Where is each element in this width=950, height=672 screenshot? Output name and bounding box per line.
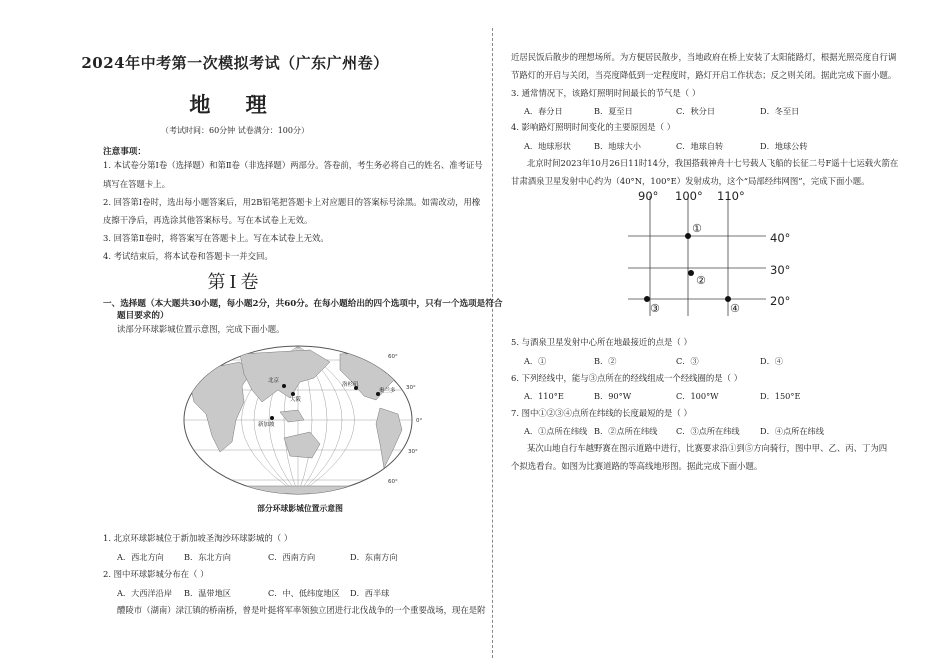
point-1-dot (685, 233, 691, 239)
notice-line: 1. 本试卷分第Ⅰ卷（选择题）和第Ⅱ卷（非选择题）两部分。答卷前，考生务必将自己的姓名、准考证号 (103, 160, 483, 170)
q7-option-d[interactable]: D．④点所在纬线 (760, 426, 824, 436)
q4-option-d[interactable]: D．地球公转 (760, 141, 808, 151)
lon-label: 90° (638, 189, 659, 203)
volume-title: 第Ⅰ卷 (207, 272, 263, 293)
question-intro: 读部分环球影城位置示意图，完成下面小题。 (117, 324, 285, 334)
q4-option-b[interactable]: B．地球大小 (594, 141, 641, 151)
q1-option-c[interactable]: C．西南方向 (268, 552, 316, 562)
q6-option-a[interactable]: A．110°E (524, 391, 564, 401)
question-intro: 醴陵市（湖南）渌江镇的桥南桥，曾是叶挺将军率领独立团进行北伐战争的一个重要战场，现在是附 (117, 605, 486, 615)
city-label-osaka: 大阪 (290, 397, 302, 403)
notice-line: 2. 回答第Ⅰ卷时，选出每小题答案后，用2B铅笔把答题卡上对应题目的答案标号涂黑。如需改动，用橡 (103, 197, 481, 207)
q1-option-a[interactable]: A．西北方向 (117, 552, 164, 562)
q2-option-b[interactable]: B．温带地区 (184, 588, 231, 598)
subject-title: 地 理 (189, 92, 281, 117)
map-caption: 部分环球影城位置示意图 (257, 504, 343, 513)
q7-option-a[interactable]: A．①点所在纬线 (524, 426, 588, 436)
question-intro: 北京时间2023年10月26日11时14分，我国搭载神舟十七号载人飞船的长征二号F遥十七运载火箭在 (527, 158, 899, 168)
q7-option-b[interactable]: B．②点所在纬线 (594, 426, 658, 436)
lat-lon-grid (620, 186, 800, 318)
exam-time-info: （考试时间：60分钟 试卷满分：100分） (161, 126, 309, 135)
lat-label: 30° (770, 263, 791, 277)
city-label-los-angeles: 洛杉矶 (342, 382, 359, 388)
question-4: 4. 影响路灯照明时间变化的主要原因是（ ） (511, 122, 676, 132)
city-label-beijing: 北京 (268, 378, 280, 384)
notice-line: 填写在答题卡上。 (103, 179, 170, 189)
exam-title: 2024年中考第一次模拟考试（广东广州卷） (81, 54, 389, 72)
notice-line: 皮擦干净后，再选涂其他答案标号。写在本试卷上无效。 (103, 215, 313, 225)
q5-option-b[interactable]: B．② (594, 356, 617, 366)
city-label-orlando: 奥兰多 (379, 388, 396, 394)
q2-option-d[interactable]: D．西半球 (350, 588, 390, 598)
q3-option-c[interactable]: C．秋分日 (676, 106, 716, 116)
q6-option-b[interactable]: B．90°W (594, 391, 632, 401)
question-5: 5. 与酒泉卫星发射中心所在地最接近的点是（ ） (511, 337, 692, 347)
lat-label: 60° (388, 354, 398, 360)
lat-label: 40° (770, 231, 791, 245)
point-2-label: ② (696, 274, 706, 287)
question-intro: 个拟选看台。如图为比赛道路的等高线地形图。据此完成下面小题。 (511, 461, 763, 471)
point-3-label: ③ (650, 302, 660, 315)
q1-option-b[interactable]: B．东北方向 (184, 552, 231, 562)
city-dot-singapore (270, 416, 274, 420)
section-heading-cont: 题目要求的） (117, 311, 169, 321)
passage-cont: 节路灯的开启与关闭，当亮度降低到一定程度时，路灯开启工作状态；反之则关闭。据此完成下面小题。 (511, 70, 897, 80)
point-2-dot (688, 270, 694, 276)
notice-title: 注意事项： (103, 147, 146, 157)
landmass-antarctica (190, 486, 412, 498)
q5-option-a[interactable]: A．① (524, 356, 547, 366)
q5-option-c[interactable]: C．③ (676, 356, 699, 366)
city-dot-osaka (291, 392, 295, 396)
column-divider (492, 28, 493, 658)
q6-option-c[interactable]: C．100°W (676, 391, 719, 401)
lat-label: 20° (770, 294, 791, 308)
q4-option-a[interactable]: A．地球形状 (524, 141, 571, 151)
lat-label: 30° (406, 385, 416, 391)
lat-label: 60° (388, 479, 398, 485)
lat-label: 0° (416, 418, 423, 424)
question-7: 7. 图中①②③④点所在纬线的长度最短的是（ ） (511, 408, 692, 418)
point-1-label: ① (692, 222, 702, 235)
q3-option-d[interactable]: D．冬至日 (760, 106, 800, 116)
q2-option-a[interactable]: A．大西洋沿岸 (117, 588, 173, 598)
q2-option-c[interactable]: C．中、低纬度地区 (268, 588, 340, 598)
q3-option-b[interactable]: B．夏至日 (594, 106, 633, 116)
point-4-label: ④ (730, 302, 740, 315)
world-map (180, 340, 430, 498)
q3-option-a[interactable]: A．春分日 (524, 106, 563, 116)
city-dot-beijing (282, 384, 286, 388)
question-1: 1. 北京环球影城位于新加坡圣淘沙环球影城的（ ） (103, 533, 293, 543)
q1-option-d[interactable]: D．东南方向 (350, 552, 398, 562)
notice-line: 3. 回答第Ⅱ卷时，将答案写在答题卡上。写在本试卷上无效。 (103, 233, 329, 243)
question-6: 6. 下列经线中，能与③点所在的经线组成一个经线圈的是（ ） (511, 373, 743, 383)
lon-label: 110° (717, 189, 745, 203)
notice-line: 4. 考试结束后，将本试卷和答题卡一并交回。 (103, 251, 273, 261)
section-heading: 一、选择题（本大题共30小题，每小题2分，共60分。在每小题给出的四个选项中，只有一个选项是符合 (103, 299, 503, 309)
question-2: 2. 图中环球影城分布在（ ） (103, 569, 209, 579)
lon-label: 100° (675, 189, 703, 203)
q6-option-d[interactable]: D．150°E (760, 391, 801, 401)
question-intro: 甘肃酒泉卫星发射中心约为（40°N，100°E）发射成功，这个“局部经纬网图”，完成下面小题。 (511, 176, 870, 186)
city-label-singapore: 新加坡 (258, 422, 275, 428)
q5-option-d[interactable]: D．④ (760, 356, 783, 366)
lat-label: 30° (408, 449, 418, 455)
question-intro: 某次山地自行车越野赛在图示道路中进行，比赛要求沿①到⑤方向骑行，图中甲、乙、丙、丁为四 (527, 443, 888, 453)
q4-option-c[interactable]: C．地球自转 (676, 141, 724, 151)
q7-option-c[interactable]: C．③点所在纬线 (676, 426, 740, 436)
question-3: 3. 通常情况下，该路灯照明时间最长的节气是（ ） (511, 88, 701, 98)
passage-cont: 近居民饭后散步的理想场所。为方便居民散步，当地政府在桥上安装了太阳能路灯，根据光照亮度自行调 (511, 52, 897, 62)
